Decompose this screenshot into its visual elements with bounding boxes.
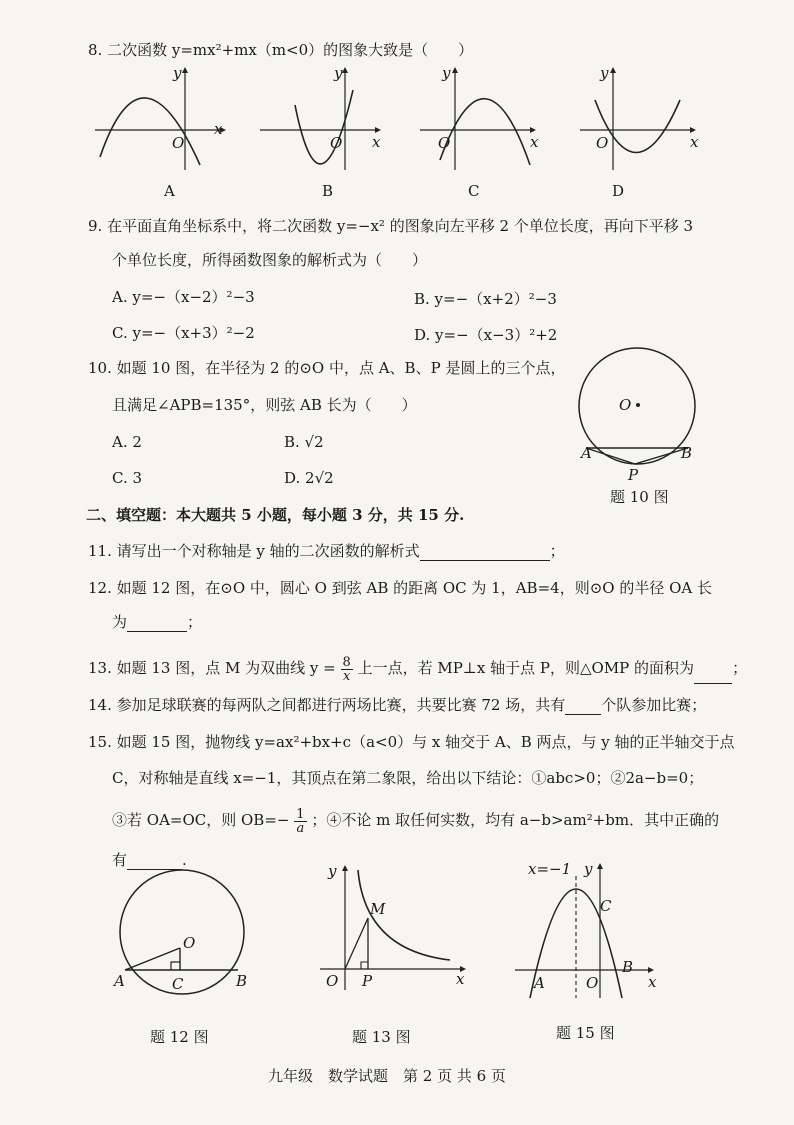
q15-line1: 15. 如题 15 图，抛物线 y=ax²+bx+c（a<0）与 x 轴交于 A、B 两点，与 y 轴的正半轴交于点 — [88, 733, 735, 751]
q14-pre: 14. 参加足球联赛的每两队之间都进行两场比赛，共要比赛 72 场，共有 — [88, 696, 566, 714]
q15-line4-pre: 有 — [112, 851, 128, 869]
fig15-caption: 题 15 图 — [556, 1024, 615, 1042]
q13-fraction — [341, 656, 353, 683]
q13-answer-blank[interactable] — [694, 667, 732, 684]
q12-line2-pre: 为 — [112, 613, 128, 631]
fig12-caption: 题 12 图 — [150, 1028, 209, 1046]
q15-frac-num: 1 — [296, 806, 305, 822]
q12-line1: 12. 如题 12 图，在⊙O 中，圆心 O 到弦 AB 的距离 OC 为 1，AB=4，则⊙O 的半径 OA 长 — [88, 579, 712, 597]
fig13-label-x: x — [456, 970, 465, 988]
q8-d-o: O — [596, 134, 609, 152]
q12-end: ； — [187, 613, 203, 631]
q12-line2 — [112, 612, 202, 632]
q14-post: 个队参加比赛； — [601, 696, 707, 714]
fig15-label-a: A — [534, 974, 545, 992]
q10-caption: 题 10 图 — [610, 488, 669, 506]
fig15-label-b: B — [622, 958, 634, 976]
q10-option-b: B. √2 — [284, 433, 324, 451]
q13-pre: 13. 如题 13 图，点 M 为双曲线 y = — [88, 659, 336, 677]
q9-option-d: D. y=−（x−3）²+2 — [414, 326, 558, 344]
q8-c-x: x — [530, 133, 539, 151]
q9-option-a: A. y=−（x−2）²−3 — [112, 288, 255, 306]
q8-option-d: D — [612, 182, 625, 200]
q9-option-c: C. y=−（x+3）²−2 — [112, 324, 255, 342]
fig15-parabola-diagram — [510, 858, 660, 998]
q8-graph-d — [575, 65, 710, 175]
q13-frac-num: 8 — [342, 654, 351, 670]
q8-d-y: y — [600, 64, 609, 82]
fig15-label-c: C — [600, 897, 612, 915]
q10-label-a: A — [581, 444, 592, 462]
q15-line4 — [112, 850, 187, 870]
q15-frac-den: a — [296, 820, 305, 836]
q9-option-b: B. y=−（x+2）²−3 — [414, 290, 557, 308]
q10-label-p: P — [628, 466, 639, 484]
q12-answer-blank[interactable] — [127, 615, 187, 632]
q8-b-y: y — [334, 64, 343, 82]
q13-post: 上一点，若 MP⊥x 轴于点 P，则△OMP 的面积为 — [357, 659, 695, 677]
q8-option-c: C — [468, 182, 480, 200]
fig15-label-y: y — [584, 860, 593, 878]
q14-text — [88, 695, 706, 715]
q15-line4-end: . — [182, 851, 187, 869]
q15-fraction — [294, 808, 306, 835]
fig15-label-x: x — [648, 973, 657, 991]
q13-frac-den: x — [342, 668, 351, 684]
q10-option-d: D. 2√2 — [284, 469, 334, 487]
q11-text — [88, 541, 565, 561]
q8-b-x: x — [372, 133, 381, 151]
page-footer: 九年级 数学试题 第 2 页 共 6 页 — [268, 1067, 506, 1085]
q8-a-y: y — [173, 64, 182, 82]
fig15-label-o: O — [586, 974, 599, 992]
fig13-caption: 题 13 图 — [352, 1028, 411, 1046]
fig13-label-o: O — [326, 972, 339, 990]
q13-text — [88, 652, 747, 684]
q10-line2: 且满足∠APB=135°，则弦 AB 长为（ ） — [112, 396, 417, 414]
fig12-label-o: O — [183, 934, 196, 952]
fig13-label-p: P — [362, 972, 373, 990]
q10-line1: 10. 如题 10 图，在半径为 2 的⊙O 中，点 A、B、P 是圆上的三个点， — [88, 359, 566, 377]
q13-end: ； — [732, 659, 748, 677]
q8-c-y: y — [442, 64, 451, 82]
q8-c-o: O — [438, 134, 451, 152]
q15-line3-post: ；④不论 m 取任何实数，均有 a−b>am²+bm．其中正确的 — [311, 811, 720, 829]
q8-graph-a — [95, 65, 230, 175]
q9-line1: 9. 在平面直角坐标系中，将二次函数 y=−x² 的图象向左平移 2 个单位长度，再向下平移 3 — [88, 217, 694, 235]
q10-label-o: O — [619, 396, 632, 414]
q14-answer-blank[interactable] — [565, 698, 601, 715]
q8-option-b: B — [322, 182, 334, 200]
q10-label-b: B — [681, 444, 693, 462]
q8-graph-c — [415, 65, 550, 175]
q8-graph-b — [255, 65, 390, 175]
fig12-label-b: B — [236, 972, 248, 990]
q15-answer-blank[interactable] — [127, 853, 182, 870]
q10-option-a: A. 2 — [112, 433, 142, 451]
q11-end: ； — [549, 542, 565, 560]
q8-b-o: O — [330, 134, 343, 152]
q15-line2: C，对称轴是直线 x=−1，其顶点在第二象限，给出以下结论：①abc>0；②2a−b=0； — [112, 769, 704, 787]
fig15-label-axis: x=−1 — [528, 860, 572, 878]
q8-d-x: x — [690, 133, 699, 151]
q11-prompt: 11. 请写出一个对称轴是 y 轴的二次函数的解析式 — [88, 542, 420, 560]
q10-option-c: C. 3 — [112, 469, 143, 487]
section-2-heading: 二、填空题：本大题共 5 小题，每小题 3 分，共 15 分. — [86, 506, 465, 524]
fig13-label-y: y — [328, 862, 337, 880]
fig12-label-a: A — [114, 972, 125, 990]
q15-line3 — [112, 800, 719, 840]
fig12-label-c: C — [172, 975, 184, 993]
q15-line3-pre: ③若 OA=OC，则 OB=− — [112, 811, 290, 829]
fig13-label-m: M — [370, 900, 386, 918]
q8-a-x: x — [214, 120, 223, 138]
q8-text: 8. 二次函数 y=mx²+mx（m<0）的图象大致是（ ） — [88, 41, 474, 59]
q8-option-a: A — [164, 182, 175, 200]
q9-line2: 个单位长度，所得函数图象的解析式为（ ） — [112, 251, 428, 269]
q8-a-o: O — [172, 134, 185, 152]
q11-answer-blank[interactable] — [420, 544, 550, 561]
